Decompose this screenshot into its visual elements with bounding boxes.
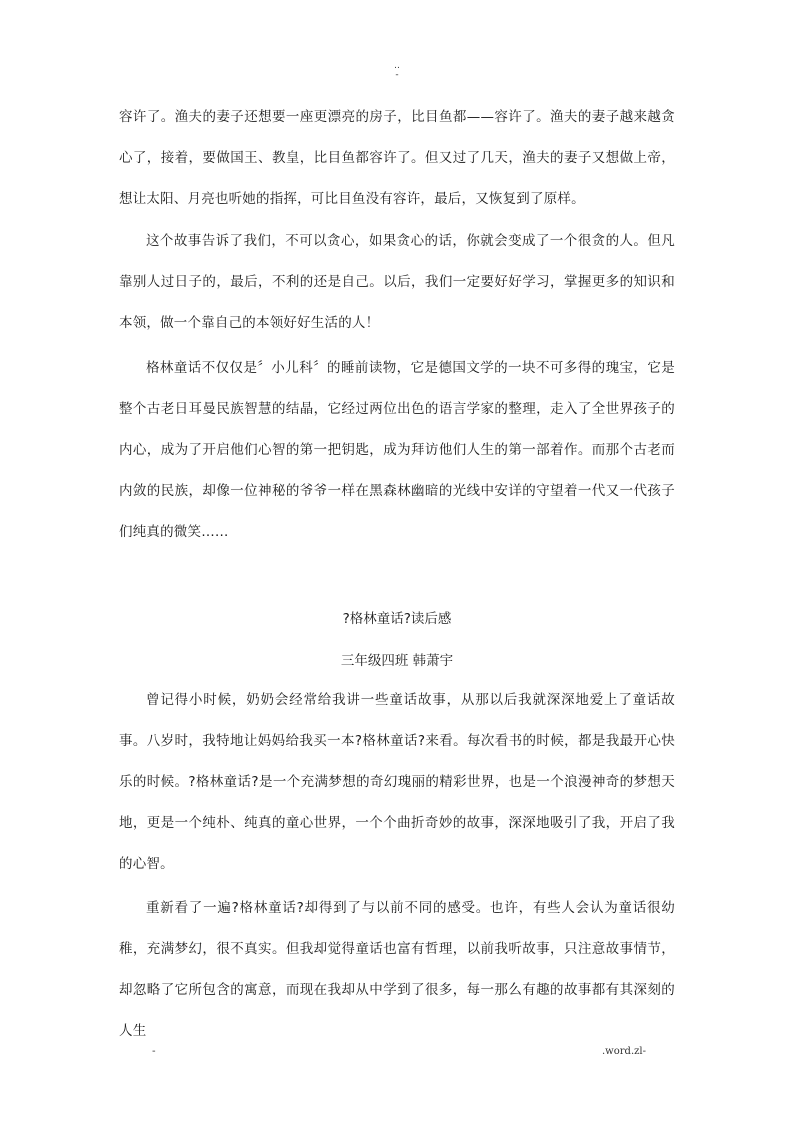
paragraph-lesson: 这个故事告诉了我们，不可以贪心，如果贪心的话，你就会变成了一个很贪的人。但凡靠别人过日子的，最后，不利的还是自己。以后，我们一定要好好学习，掌握更多的知识和本领，做一个靠自己的本领好好生活的人！ — [119, 233, 675, 331]
paragraph-childhood-memory: 曾记得小时候，奶奶会经常给我讲一些童话故事，从那以后我就深深地爱上了童话故事。八岁时，我特地让妈妈给我买一本?格林童话?来看。每次看书的时候，都是我最开心快乐的时候。?格林童话?是一个充满梦想的奇幻瑰丽的精彩世界，也是一个浪漫神奇的梦想天地，更是一个纯朴、纯真的童心世界，一个个曲折奇妙的故事，深深地吸引了我，开启了我的心智。 — [119, 692, 675, 872]
header-dots: .. — [394, 61, 400, 71]
paragraph-grimm-intro: 格林童话不仅仅是〞小儿科〞的睡前读物，它是德国文学的一块不可多得的瑰宝，它是整个古老日耳曼民族智慧的结晶，它经过两位出色的语言学家的整理，走入了全世界孩子的内心，成为了开启他们心智的第一把钥匙，成为拜访他们人生的第一部着作。而那个古老而内敛的民族，却像一位神秘的爷爷一样在黑森林幽暗的光线中安详的守望着一代又一代孩子们纯真的微笑…… — [119, 360, 675, 540]
footer-left-mark: - — [152, 1046, 156, 1057]
essay-author: 三年级四班 韩萧宇 — [340, 653, 454, 669]
footer-watermark: .word.zl- — [602, 1046, 646, 1057]
paragraph-rereading: 重新看了一遍?格林童话?却得到了与以前不同的感受。也许，有些人会认为童话很幼稚，充满梦幻，很不真实。但我却觉得童话也富有哲理，以前我听故事，只注意故事情节，却忽略了它所包含的寓意，而现在我却从中学到了很多，每一那么有趣的故事都有其深刻的人生 — [119, 900, 675, 1039]
essay-title: ?格林童话?读后感 — [342, 611, 452, 627]
page-header-mark — [0, 62, 794, 80]
paragraph-continuation: 容许了。渔夫的妻子还想要一座更漂亮的房子，比目鱼都——容许了。渔夫的妻子越来越贪心了，接着，要做国王、教皇，比目鱼都容许了。但又过了几天，渔夫的妻子又想做上帝，想让太阳、月亮也听她的指挥，可比目鱼没有容许，最后，又恢复到了原样。 — [119, 109, 675, 207]
header-dash: - — [395, 70, 399, 80]
